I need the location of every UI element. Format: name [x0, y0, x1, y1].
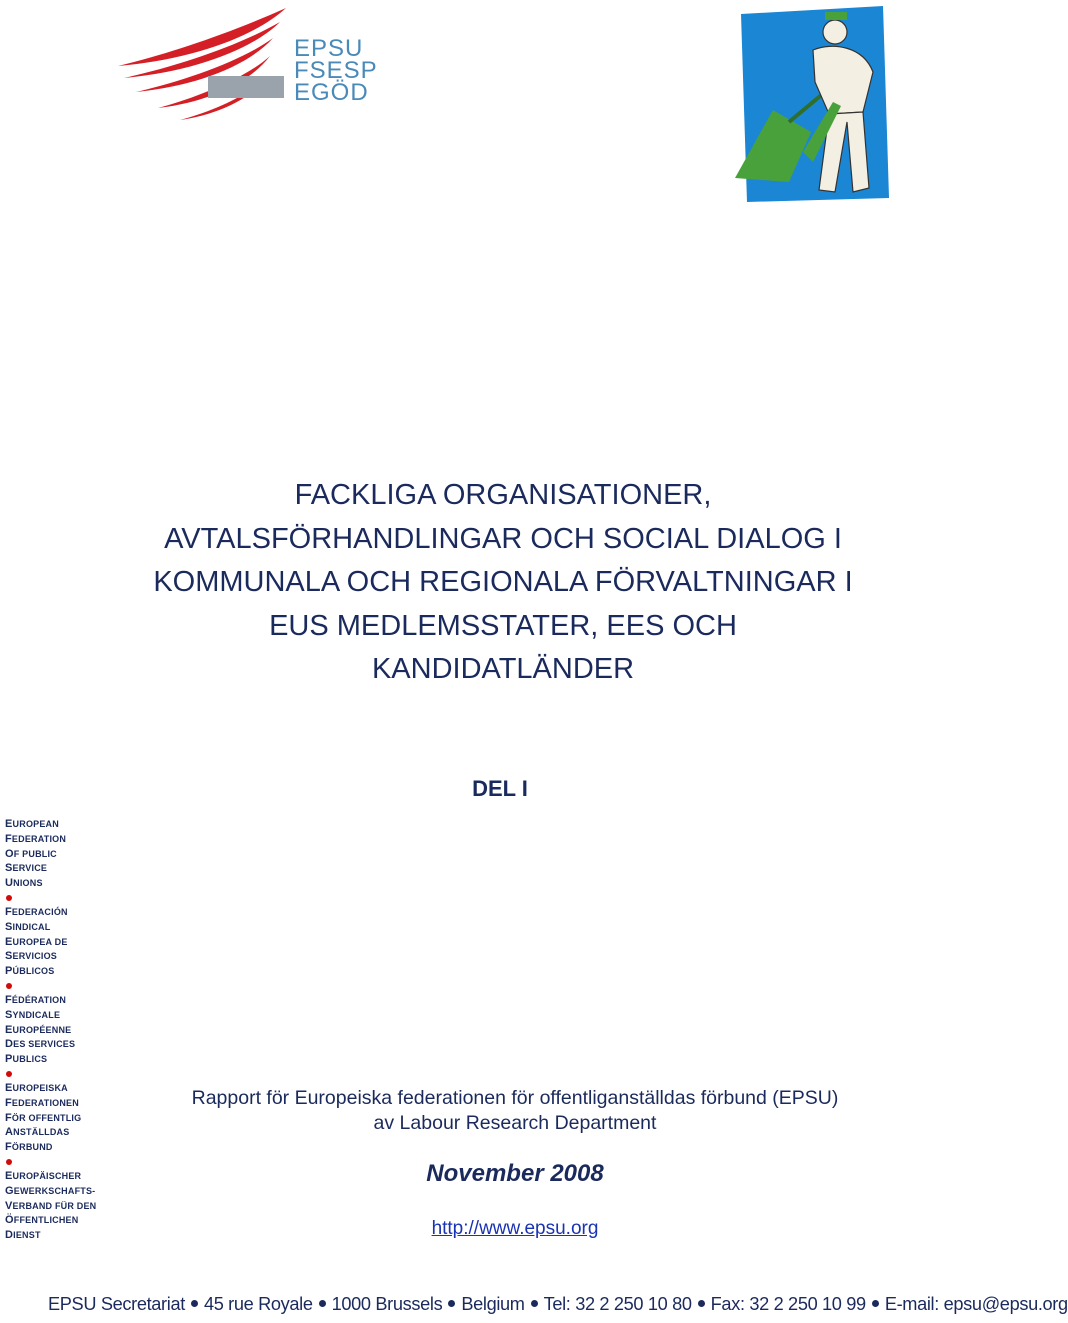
org-name-english	[5, 817, 135, 891]
footer-tel: Tel: 32 2 250 10 80	[543, 1294, 692, 1314]
org-name-line: DIENST	[5, 1229, 41, 1242]
footer-dot-icon	[698, 1300, 705, 1307]
footer-city: 1000 Brussels	[331, 1294, 443, 1314]
epsu-logo	[108, 4, 378, 124]
org-name-line: EUROPEA DE	[5, 935, 68, 948]
report-line-2: av Labour Research Department	[373, 1112, 657, 1134]
red-bullet-icon	[6, 1071, 12, 1077]
title-line-2: AVTALSFÖRHANDLINGAR OCH SOCIAL DIALOG I	[164, 522, 842, 555]
red-bullet-icon	[6, 895, 12, 901]
footer-country: Belgium	[461, 1294, 525, 1314]
org-name-line: OF PUBLIC	[5, 847, 57, 860]
red-bullet-icon	[6, 983, 12, 989]
org-name-line: FÖR OFFENTLIG	[5, 1111, 82, 1124]
worker-illustration	[733, 2, 893, 207]
footer-dot-icon	[531, 1300, 538, 1307]
org-name-line: VERBAND FÜR DEN	[5, 1199, 97, 1212]
org-name-line: EUROPEAN	[5, 818, 59, 830]
footer-email[interactable]: E-mail: epsu@epsu.org	[884, 1294, 1068, 1314]
title-line-1: FACKLIGA ORGANISATIONER,	[294, 479, 712, 511]
footer-dot-icon	[872, 1300, 879, 1307]
report-date: November 2008	[426, 1160, 604, 1187]
footer-street: 45 rue Royale	[203, 1294, 313, 1314]
footer-secretariat: EPSU Secretariat	[48, 1294, 185, 1314]
report-description	[120, 1086, 910, 1136]
footer-dot-icon	[191, 1300, 198, 1307]
footer-fax: Fax: 32 2 250 10 99	[710, 1294, 866, 1314]
federation-names-sidebar	[5, 817, 135, 1243]
report-line-1: Rapport för Europeiska federationen för offentliganställdas förbund (EPSU)	[191, 1087, 839, 1109]
document-title	[100, 474, 906, 692]
org-name-line: FEDERACIÓN	[5, 905, 68, 918]
org-name-german	[5, 1169, 135, 1243]
org-name-line: FEDERATIONEN	[5, 1096, 79, 1109]
org-name-line: FÖRBUND	[5, 1141, 53, 1154]
logo-line-2: FSESP	[294, 57, 378, 84]
org-name-line: ÖFFENTLICHEN	[5, 1214, 79, 1227]
org-name-line: GEWERKSCHAFTS-	[5, 1184, 96, 1197]
worker-sweeping-icon	[733, 2, 893, 207]
org-name-line: UNIONS	[5, 877, 43, 890]
title-line-3: KOMMUNALA OCH REGIONALA FÖRVALTNINGAR I	[153, 566, 853, 598]
footer-dot-icon	[448, 1300, 455, 1307]
org-name-line: SYNDICALE	[5, 1008, 61, 1021]
epsu-logo-graphic	[108, 4, 378, 124]
org-name-line: SERVICE	[5, 862, 48, 875]
org-name-line: FEDERATION	[5, 832, 67, 845]
title-line-4: EUS MEDLEMSSTATER, EES OCH	[269, 609, 737, 642]
org-name-line: ANSTÄLLDAS	[5, 1126, 70, 1139]
red-bullet-icon	[6, 1159, 12, 1165]
org-name-line: PÚBLICOS	[5, 965, 55, 978]
org-name-line: DES SERVICES	[5, 1038, 76, 1051]
logo-line-3: EGÖD	[294, 79, 369, 106]
org-name-french	[5, 993, 135, 1067]
footer-dot-icon	[319, 1300, 326, 1307]
epsu-website-link[interactable]: http://www.epsu.org	[431, 1218, 599, 1239]
org-name-line: PUBLICS	[5, 1053, 48, 1066]
org-name-line: EUROPEISKA	[5, 1081, 68, 1094]
org-name-line: EUROPÉENNE	[5, 1023, 72, 1036]
title-line-5: KANDIDATLÄNDER	[371, 653, 635, 685]
footer-contact	[48, 1294, 1068, 1315]
logo-line-1: EPSU	[294, 35, 364, 62]
part-label: DEL I	[472, 776, 528, 801]
org-name-line: SINDICAL	[5, 920, 51, 933]
org-name-line: FÉDÉRATION	[5, 993, 67, 1006]
org-name-swedish	[5, 1081, 135, 1155]
org-name-spanish	[5, 905, 135, 979]
org-name-line: EUROPÄISCHER	[5, 1169, 82, 1182]
org-name-line: SERVICIOS	[5, 950, 57, 963]
